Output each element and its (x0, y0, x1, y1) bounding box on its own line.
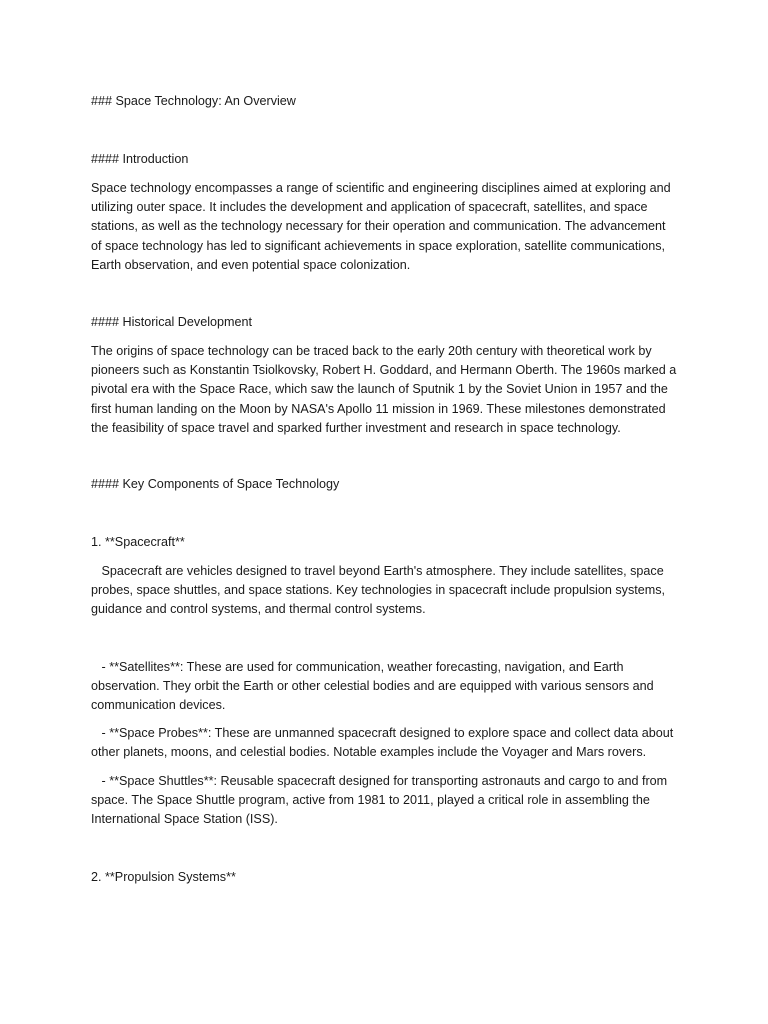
paragraph-line: space. The Space Shuttle program, active from 1981 to 2011, played a critical role in assembling the (91, 793, 650, 808)
introduction-paragraph (91, 179, 681, 275)
paragraph-line: International Space Station (ISS). (91, 812, 278, 827)
paragraph-line: stations, as well as the technology necessary for their operation and communication. The advancement (91, 219, 666, 234)
paragraph-line: the feasibility of space travel and sparked further investment and research in space technology. (91, 420, 621, 435)
paragraph-line: pivotal era with the Space Race, which saw the launch of Sputnik 1 by the Soviet Union in 1957 and the (91, 382, 668, 397)
paragraph-line: - **Space Probes**: These are unmanned spacecraft designed to explore space and collect data about (91, 726, 674, 740)
section-heading-historical-development: #### Historical Development (91, 315, 253, 329)
paragraph-line: Space technology encompasses a range of scientific and engineering disciplines aimed at exploring and (91, 181, 671, 195)
paragraph-line: - **Satellites**: These are used for communication, weather forecasting, navigation, and Earth (91, 660, 624, 674)
paragraph-line: Spacecraft are vehicles designed to travel beyond Earth's atmosphere. They include satellites, space (91, 564, 664, 578)
space-shuttles-paragraph (91, 772, 681, 830)
history-paragraph (91, 342, 681, 438)
paragraph-line: The origins of space technology can be traced back to the early 20th century with theoretical work by (91, 344, 652, 358)
paragraph-line: first human landing on the Moon by NASA's Apollo 11 mission in 1969. These milestones demonstrated (91, 401, 666, 416)
paragraph-line: pioneers such as Konstantin Tsiolkovsky, Robert H. Goddard, and Hermann Oberth. The 1960s marked a (91, 363, 677, 378)
section-heading-introduction: #### Introduction (91, 152, 189, 166)
spacecraft-paragraph (91, 562, 681, 620)
paragraph-line: other planets, moons, and celestial bodies. Notable examples include the Voyager and Mars rovers. (91, 745, 647, 760)
paragraph-line: utilizing outer space. It includes the development and application of spacecraft, satellites, and space (91, 200, 648, 215)
paragraph-line: observation. They orbit the Earth or other celestial bodies and are equipped with various sensors and (91, 679, 654, 694)
space-probes-paragraph (91, 724, 681, 762)
paragraph-line: of space technology has led to significant achievements in space exploration, satellite communications, (91, 238, 666, 253)
document-title: ### Space Technology: An Overview (91, 94, 296, 108)
section-heading-key-components: #### Key Components of Space Technology (91, 477, 340, 491)
paragraph-line: Earth observation, and even potential space colonization. (91, 257, 411, 272)
paragraph-line: guidance and control systems, and thermal control systems. (91, 602, 426, 617)
list-item-heading-propulsion-systems: 2. **Propulsion Systems** (91, 870, 236, 884)
list-item-heading-spacecraft: 1. **Spacecraft** (91, 535, 185, 549)
paragraph-line: - **Space Shuttles**: Reusable spacecraft designed for transporting astronauts and cargo to and from (91, 774, 668, 788)
paragraph-line: communication devices. (91, 698, 226, 713)
paragraph-line: probes, space shuttles, and space stations. Key technologies in spacecraft include propulsion systems, (91, 583, 666, 598)
satellites-paragraph (91, 658, 681, 716)
